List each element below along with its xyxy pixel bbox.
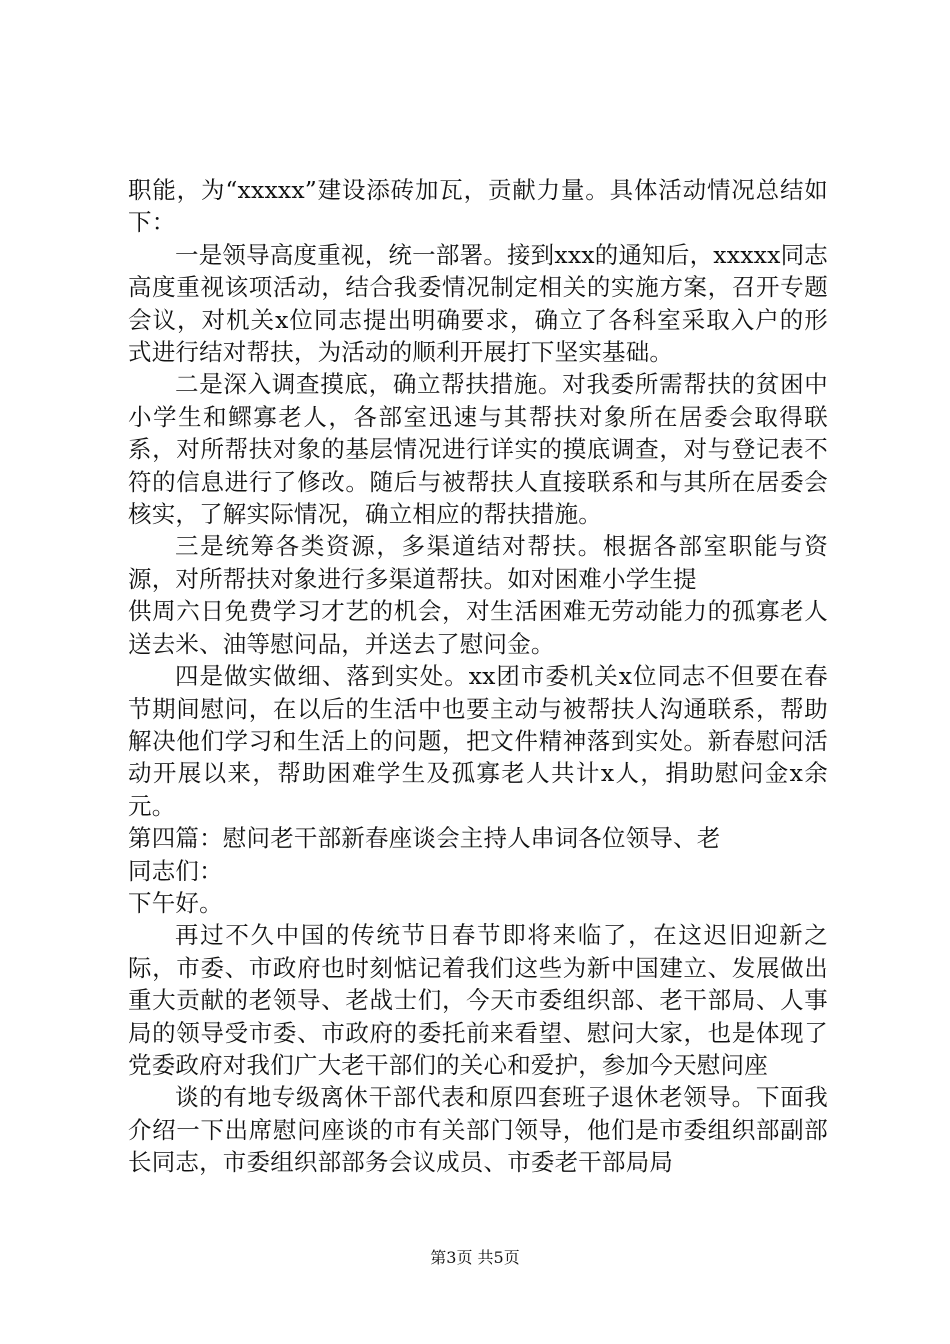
paragraph-speech-attendees: 谈的有地专级离休干部代表和原四套班子退休老领导。下面我介绍一下出席慰问座谈的市有关部门领导，他们是市委组织部副部长同志，市委组织部部务会议成员、市委老干部局局 bbox=[128, 1083, 828, 1177]
paragraph-point-three-continued: 供周六日免费学习才艺的机会，对生活困难无劳动能力的孤寡老人送去米、油等慰问品，并送去了慰问金。 bbox=[128, 597, 828, 658]
page-number-footer: 第3页 共5页 bbox=[430, 1248, 520, 1267]
greeting: 下午好。 bbox=[128, 888, 223, 917]
paragraph-point-three: 三是统筹各类资源，多渠道结对帮扶。根据各部室职能与资源，对所帮扶对象进行多渠道帮扶。如对困难小学生提 bbox=[128, 532, 828, 593]
salutation: 同志们： bbox=[128, 856, 223, 885]
section-heading: 第四篇：慰问老干部新春座谈会主持人串词各位领导、老 bbox=[128, 824, 721, 853]
paragraph-point-two: 二是深入调查摸底，确立帮扶措施。对我委所需帮扶的贫困中小学生和鳏寡老人，各部室迅速与其帮扶对象所在居委会取得联系，对所帮扶对象的基层情况进行详实的摸底调查，对与登记表不符的信息进行了修改。随后与被帮扶人直接联系和与其所在居委会核实，了解实际情况，确立相应的帮扶措施。 bbox=[128, 370, 828, 529]
paragraph-speech-intro: 再过不久中国的传统节日春节即将来临了，在这迟旧迎新之际，市委、市政府也时刻惦记着我们这些为新中国建立、发展做出重大贡献的老领导、老战士们，今天市委组织部、老干部局、人事局的领导受市委、市政府的委托前来看望、慰问大家，也是体现了党委政府对我们广大老干部们的关心和爱护，参加今天慰问座 bbox=[128, 921, 828, 1079]
paragraph-continuation: 职能，为“xxxxx”建设添砖加瓦，贡献力量。具体活动情况总结如下： bbox=[128, 176, 828, 237]
paragraph-point-one: 一是领导高度重视，统一部署。接到xxx的通知后，xxxxx同志高度重视该项活动，结合我委情况制定相关的实施方案，召开专题会议，对机关x位同志提出明确要求，确立了各科室采取入户的形式进行结对帮扶，为活动的顺利开展打下坚实基础。 bbox=[128, 240, 828, 367]
paragraph-point-four: 四是做实做细、落到实处。xx团市委机关x位同志不但要在春节期间慰问，在以后的生活中也要主动与被帮扶人沟通联系，帮助解决他们学习和生活上的问题，把文件精神落到实处。新春慰问活动开展以来，帮助困难学生及孤寡老人共计x人，捐助慰问金x余元。 bbox=[128, 662, 828, 820]
document-body bbox=[128, 174, 828, 1179]
